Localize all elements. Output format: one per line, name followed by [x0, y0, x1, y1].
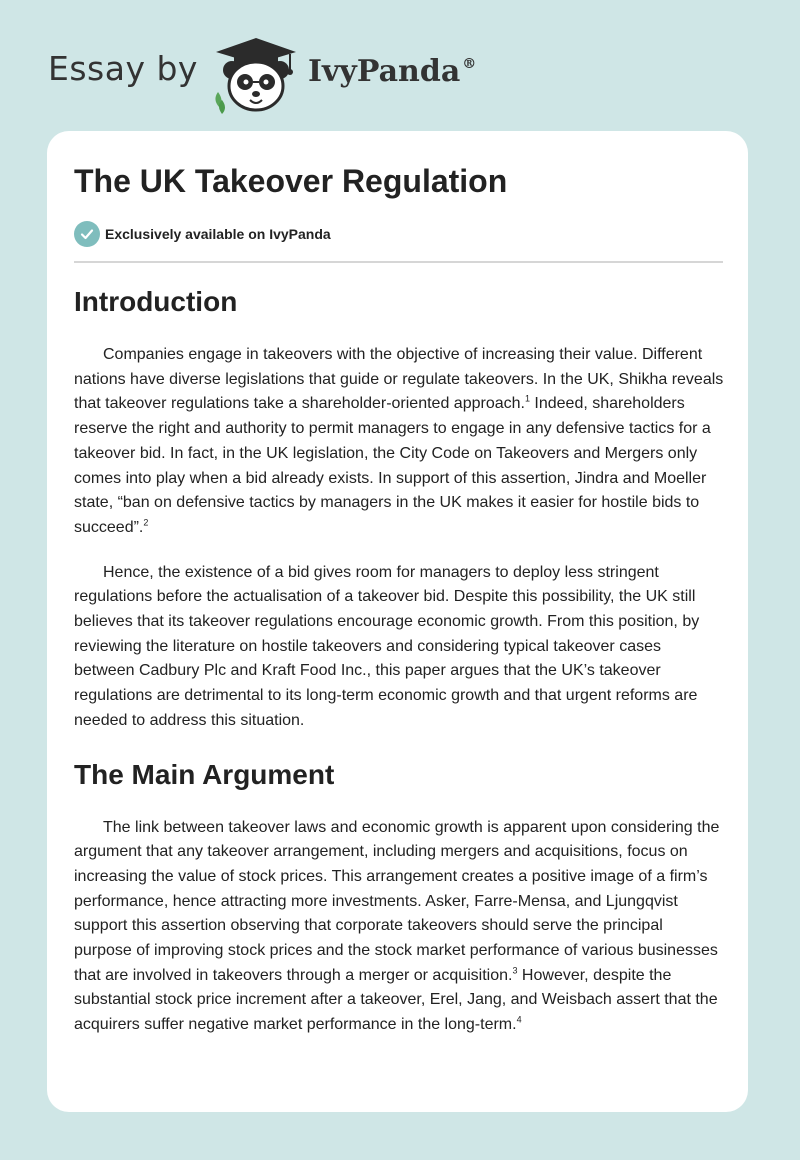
footnote-2[interactable]: 2: [143, 517, 149, 528]
article-title: The UK Takeover Regulation: [74, 163, 508, 199]
article-card: [47, 131, 748, 1112]
panda-logo-icon[interactable]: [208, 34, 304, 114]
check-circle-icon: [74, 221, 100, 247]
site-header: [48, 34, 476, 114]
footnote-1[interactable]: 1: [524, 394, 530, 405]
paragraph-1: Companies engage in takeovers with the objective of increasing their value. Different nations have diverse legislations that guide or regulate takeovers. In the UK, Shikha reveals that takeover regulations take a shareholder-oriented approach.$^1$ Indeed, shareholders reserve the right and authority to permit managers to engage in any defensive tactics for a takeover bid. In fact, in the UK legislation, the City Code on Takeovers and Mergers only comes into play when a bid already exists. In support of this assertion, Jindra and Moeller state, “ban on defensive tactics by managers in the UK makes it easier for hostile bids to succeed”.$^2$: [74, 346, 724, 536]
essay-by-label: Essay by: [48, 48, 198, 88]
exclusive-badge: [74, 221, 331, 247]
paragraph-3: The link between takeover laws and economic growth is apparent upon considering the argument that any takeover arrangement, including mergers and acquisitions, focus on increasing the value of stock prices. This arrangement creates a positive image of a firm’s performance, hence attracting more investments. Asker, Farre-Mensa, and Ljungqvist support this assertion observing that corporate takeovers should serve the principal purpose of improving stock prices and the stock market performance of various businesses that are involved in takeovers through a merger or acquisition.$^3$ However, despite the substantial stock price increment after a takeover, Erel, Jang, and Weisbach assert that the acquirers suffer negative market performance in the long-term.$^4$: [74, 818, 720, 1034]
main-argument-heading: The Main Argument: [74, 758, 335, 790]
article-body: [74, 281, 725, 1038]
brand-name[interactable]: IvyPanda ®: [307, 53, 477, 89]
footnote-3[interactable]: 3: [512, 965, 518, 976]
title-divider: [74, 261, 723, 263]
introduction-heading: Introduction: [74, 286, 238, 317]
exclusive-badge-text: Exclusively available on IvyPanda: [105, 226, 331, 242]
footnote-4[interactable]: 4: [516, 1014, 522, 1025]
paragraph-2: Hence, the existence of a bid gives room for managers to deploy less stringent regulations before the actualisation of a takeover bid. Despite this possibility, the UK still believes that its takeover regulations encourage economic growth. From this position, by reviewing the literature on hostile takeovers and considering typical takeover cases between Cadbury Plc and Kraft Food Inc., this paper argues that the UK’s takeover regulations are detrimental to its long-term economic growth and that urgent reforms are needed to address this situation.: [74, 563, 700, 729]
